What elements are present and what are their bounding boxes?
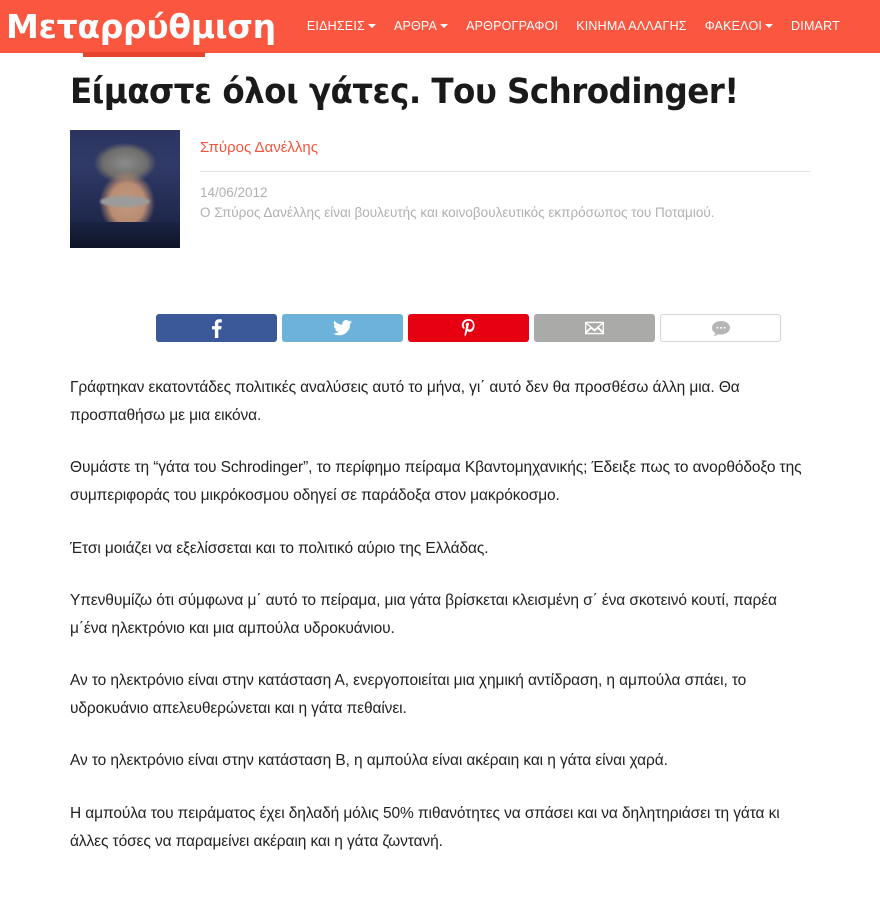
article-paragraph: Έτσι μοιάζει να εξελίσσεται και το πολιτικό αύριο της Ελλάδας. [70, 539, 489, 557]
page-title: Είμαστε όλοι γάτες. Του Schrodinger! [70, 72, 739, 112]
chevron-down-icon [440, 24, 448, 28]
twitter-icon [333, 320, 352, 336]
nav-item-arthra[interactable] [385, 0, 457, 53]
site-navbar [0, 0, 880, 53]
share-bar [156, 314, 810, 342]
nav-item-fakeloi[interactable] [696, 0, 782, 53]
nav-active-indicator [83, 52, 205, 57]
article-paragraph: Γράφτηκαν εκατοντάδες πολιτικές αναλύσεις αυτό το μήνα, γι΄ αυτό δεν θα προσθέσω άλλη μια. Θα προσπαθήσω με μια εικόνα. [70, 379, 740, 424]
article-paragraph: Θυμάστε τη “γάτα του Schrodinger”, το περίφημο πείραμα Κβαντομηχανικής; Έδειξε πως το ανορθόδοξο της συμπεριφοράς του μικρόκοσμου οδηγεί σε παράδοξα στον μακρόκοσμο. [70, 459, 802, 504]
share-facebook-button[interactable] [156, 314, 277, 342]
author-bio: Ο Σπύρος Δανέλλης είναι βουλευτής και κοινοβουλευτικός εκπρόσωπος του Ποταμιού. [200, 204, 715, 220]
share-comment-button[interactable] [660, 314, 781, 342]
share-email-button[interactable] [534, 314, 655, 342]
author-name-link[interactable]: Σπύρος Δανέλλης [200, 139, 319, 157]
facebook-icon [211, 319, 222, 338]
article-date: 14/06/2012 [200, 185, 268, 201]
nav-item-kinima-allagis[interactable]: ΚΙΝΗΜΑ ΑΛΛΑΓΗΣ [576, 19, 687, 33]
envelope-icon [585, 321, 604, 335]
nav-item-label: ΕΙΔΗΣΕΙΣ [306, 19, 365, 33]
author-divider [200, 171, 810, 172]
content-wrapper [70, 72, 810, 855]
share-pinterest-button[interactable] [408, 314, 529, 342]
nav-item-eidiseis[interactable] [298, 0, 385, 53]
article-paragraph: Αν το ηλεκτρόνιο είναι στην κατάσταση Β, η αμπούλα είναι ακέραιη και η γάτα είναι χαρά. [70, 752, 668, 770]
main-navigation [298, 0, 849, 53]
article-paragraph: Αν το ηλεκτρόνιο είναι στην κατάσταση Α, ενεργοποιείται μια χημική αντίδραση, η αμπούλα σπάει, το υδροκυάνιο απελευθερώνεται και η γάτα πεθαίνει. [70, 672, 747, 717]
article-paragraph: Η αμπούλα του πειράματος έχει δηλαδή μόλις 50% πιθανότητες να σπάσει και να δηλητηριάσει τη γάτα κι άλλες τόσες να παραμείνει ακέραιη και η γάτα ζωντανή. [70, 805, 780, 850]
nav-item-label: ΦΑΚΕΛΟΙ [704, 19, 763, 33]
chevron-down-icon [368, 24, 376, 28]
chevron-down-icon [765, 24, 773, 28]
site-logo[interactable]: Μεταρρύθμιση [6, 7, 276, 46]
nav-item-dimart[interactable]: DIMART [791, 19, 840, 33]
article-body [70, 374, 810, 855]
nav-item-label: ΑΡΘΡΑ [393, 19, 438, 33]
share-twitter-button[interactable] [282, 314, 403, 342]
author-meta [200, 130, 810, 248]
nav-item-arthrografoi[interactable]: ΑΡΘΡΟΓΡΑΦΟΙ [466, 19, 559, 33]
article-paragraph: Υπενθυμίζω ότι σύμφωνα μ΄ αυτό το πείραμα, μια γάτα βρίσκεται κλεισμένη σ΄ ένα σκοτεινό κουτί, παρέα μ΄ένα ηλεκτρόνιο και μια αμπούλα υδροκυάνιου. [70, 592, 777, 637]
pinterest-icon [461, 319, 476, 338]
avatar [70, 130, 180, 248]
comment-icon [712, 321, 730, 336]
author-block [70, 130, 810, 248]
